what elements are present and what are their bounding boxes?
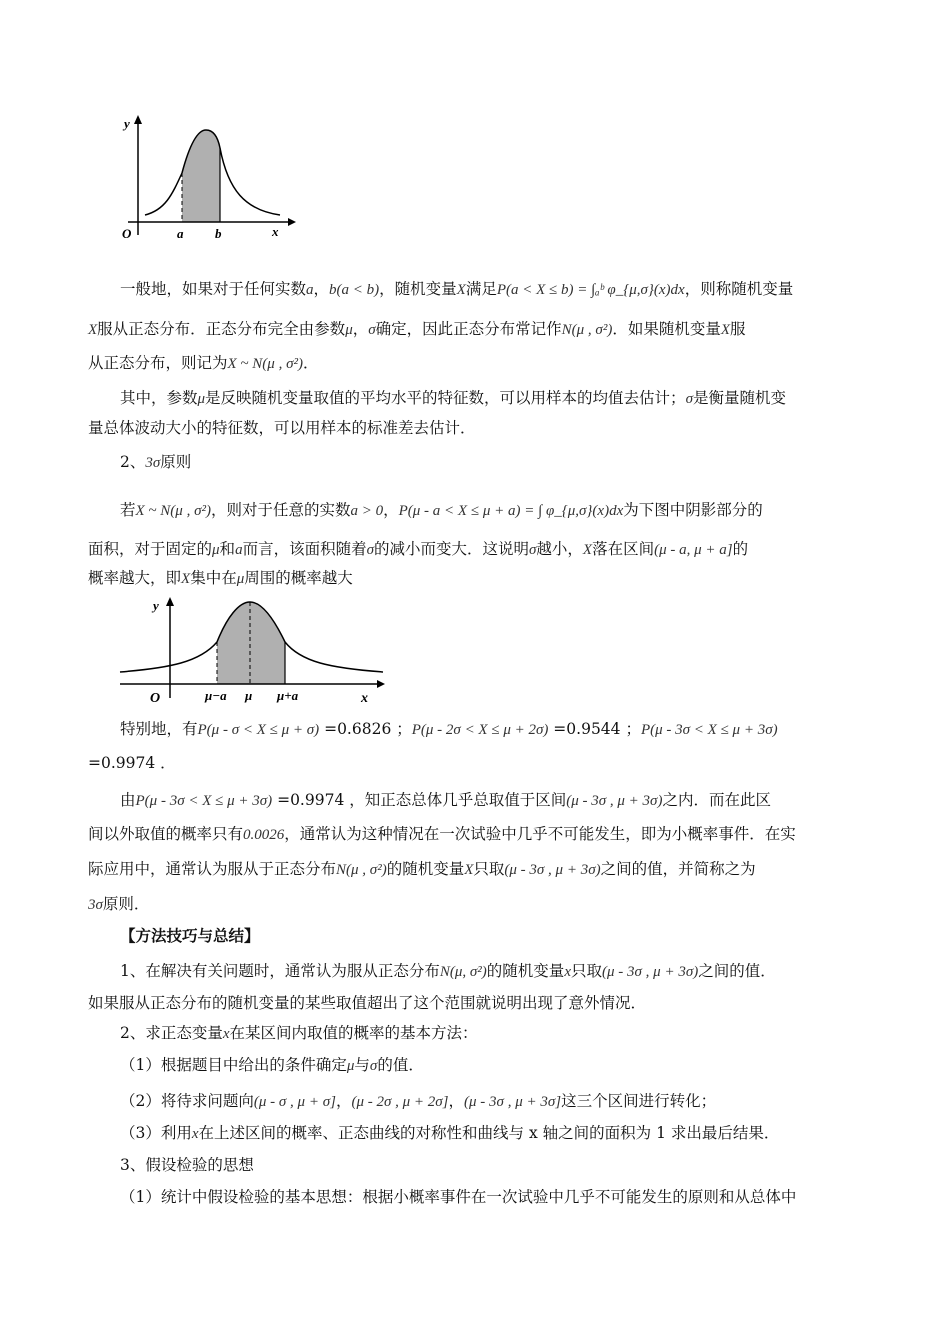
text-run: 只取 bbox=[473, 860, 505, 878]
text-run: 如果服从正态分布的随机变量的某些取值超出了这个范围就说明出现了意外情况． bbox=[88, 994, 647, 1012]
math-expression: μ bbox=[212, 542, 220, 558]
math-expression: σ bbox=[366, 542, 374, 558]
para-3sigma-rule-line-3 bbox=[88, 858, 756, 881]
text-run: （1）根据题目中给出的条件确定 bbox=[120, 1056, 347, 1074]
math-expression: (μ - 3σ , μ + 3σ) bbox=[504, 862, 601, 878]
y-axis-label: y bbox=[153, 598, 159, 613]
a-label: a bbox=[177, 226, 184, 241]
text-run: =0.9974 ． bbox=[88, 754, 176, 772]
text-run: =0.9544 ； bbox=[548, 720, 641, 738]
normal-curve-figure-1 bbox=[110, 110, 300, 245]
math-expression: a > 0 bbox=[350, 503, 384, 519]
math-expression: P(a < X ≤ b) = ∫ₐᵇ φ_{μ,σ}(x)dx bbox=[496, 282, 685, 298]
text-run: （1）统计中假设检验的基本思想：根据小概率事件在一次试验中几乎不可能发生的原则和从总体中 bbox=[120, 1188, 797, 1206]
method-2-step-3 bbox=[120, 1122, 779, 1145]
y-axis-label: y bbox=[124, 116, 130, 131]
text-run: 量总体波动大小的特征数，可以用样本的标准差去估计． bbox=[88, 419, 476, 437]
math-expression: μ bbox=[346, 1058, 355, 1074]
math-expression: σ bbox=[368, 322, 376, 338]
math-expression: 3σ bbox=[88, 897, 103, 913]
x-axis-label: x bbox=[272, 224, 279, 239]
text-run: 【方法技巧与总结】 bbox=[120, 926, 260, 945]
math-expression: P(μ - σ < X ≤ μ + σ) bbox=[197, 722, 320, 738]
text-run: ，随机变量 bbox=[379, 280, 457, 298]
text-run: =0.9974 ，知正态总体几乎总取值于区间 bbox=[272, 791, 567, 809]
mu-plus-a-label: μ+a bbox=[277, 688, 299, 703]
text-run: 和 bbox=[219, 540, 236, 558]
text-run: （2）将待求问题向 bbox=[120, 1092, 254, 1110]
text-run: 是衡量随机变 bbox=[692, 389, 786, 407]
text-run: 这三个区间进行转化； bbox=[561, 1092, 717, 1110]
x-axis-label: x bbox=[361, 691, 368, 706]
text-run: 越小， bbox=[536, 540, 583, 558]
math-expression: 3σ bbox=[145, 455, 161, 471]
text-run: 若 bbox=[120, 501, 136, 519]
para-parameters-line-2 bbox=[88, 417, 476, 439]
text-run: ，通常认为这种情况在一次试验中几乎不可能发生，即为小概率事件．在实 bbox=[284, 825, 796, 843]
text-run: ． bbox=[302, 354, 319, 372]
text-run: 间以外取值的概率只有 bbox=[88, 825, 244, 843]
text-run: 服从正态分布．正态分布完全由参数 bbox=[97, 320, 346, 338]
math-expression: P(μ - 3σ < X ≤ μ + 3σ) bbox=[640, 722, 778, 738]
math-expression: X bbox=[464, 862, 474, 878]
shaded-area-mu-a bbox=[217, 602, 285, 684]
method-2-title bbox=[120, 1022, 478, 1045]
heading-method-summary bbox=[120, 925, 260, 947]
text-run: ， bbox=[352, 320, 369, 338]
para-special-line-1 bbox=[120, 718, 778, 741]
text-run: 之间的值，并简称之为 bbox=[600, 860, 756, 878]
para-definition-line-3 bbox=[88, 352, 318, 375]
text-run: 周围的概率越大 bbox=[244, 569, 353, 587]
text-run: 为下图中阴影部分的 bbox=[623, 501, 763, 519]
text-run: 只取 bbox=[570, 962, 602, 980]
math-expression: X ~ N(μ , σ²) bbox=[135, 503, 211, 519]
math-expression: X bbox=[181, 571, 191, 587]
text-run: 的 bbox=[732, 540, 749, 558]
math-expression: X bbox=[582, 542, 593, 558]
math-expression: (μ - 3σ , μ + 3σ) bbox=[566, 793, 663, 809]
text-run: 概率越大，即 bbox=[88, 569, 182, 587]
text-run: （3）利用 bbox=[120, 1124, 192, 1142]
b-label: b bbox=[215, 226, 222, 241]
math-expression: N(μ , σ²) bbox=[561, 322, 613, 338]
text-run: 在某区间内取值的概率的基本方法： bbox=[229, 1024, 478, 1042]
origin-label: O bbox=[122, 226, 132, 241]
math-expression: μ bbox=[197, 391, 206, 407]
math-expression: x bbox=[191, 1126, 199, 1142]
math-expression: X bbox=[456, 282, 466, 298]
text-run: 特别地，有 bbox=[120, 720, 198, 738]
para-3sigma-line-3 bbox=[88, 567, 353, 590]
text-run: 之内．而在此区 bbox=[662, 791, 771, 809]
method-2-step-2 bbox=[120, 1090, 716, 1113]
text-run: 2、求正态变量 bbox=[120, 1024, 223, 1042]
method-1-line-1 bbox=[120, 960, 776, 983]
text-run: 从正态分布，则记为 bbox=[88, 354, 228, 372]
text-run: 原则． bbox=[102, 895, 150, 913]
normal-curve-figure-2 bbox=[115, 592, 390, 710]
text-run: ．如果随机变量 bbox=[612, 320, 721, 338]
origin-label: O bbox=[150, 691, 161, 706]
math-expression: μ bbox=[236, 571, 245, 587]
section-3sigma-title bbox=[120, 451, 191, 474]
math-expression: σ bbox=[369, 1058, 378, 1074]
text-run: ， bbox=[313, 280, 330, 298]
text-run: =0.6826 ； bbox=[319, 720, 412, 738]
text-run: ，则对于任意的实数 bbox=[210, 501, 351, 519]
para-definition-line-2 bbox=[88, 318, 746, 341]
method-2-step-1 bbox=[120, 1054, 424, 1077]
method-1-line-2 bbox=[88, 992, 646, 1014]
method-3-step-1 bbox=[120, 1186, 796, 1208]
para-parameters-line-1 bbox=[120, 387, 786, 410]
mu-minus-a-label: μ−a bbox=[205, 688, 227, 703]
text-run: ， bbox=[335, 1092, 352, 1110]
text-run: 面积，对于固定的 bbox=[88, 540, 213, 558]
text-run: 是反映随机变量取值的平均水平的特征数，可以用样本的均值去估计； bbox=[205, 389, 686, 407]
math-expression: a bbox=[235, 542, 243, 558]
math-expression: (μ - 3σ , μ + 3σ) bbox=[602, 964, 699, 980]
text-run: 1、在解决有关问题时，通常认为服从正态分布 bbox=[120, 962, 440, 980]
math-expression: P(μ - 3σ < X ≤ μ + 3σ) bbox=[135, 793, 273, 809]
text-run: 的随机变量 bbox=[486, 962, 565, 980]
math-expression: x bbox=[222, 1026, 230, 1042]
para-special-line-2 bbox=[88, 752, 176, 774]
text-run: 之间的值． bbox=[698, 962, 776, 980]
text-run: 2、 bbox=[120, 453, 146, 471]
y-axis-arrow-icon bbox=[134, 115, 142, 124]
text-run: 一般地，如果对于任何实数 bbox=[120, 280, 307, 298]
text-run: 的减小而变大．这说明 bbox=[373, 540, 529, 558]
math-expression: X bbox=[720, 322, 731, 338]
math-expression: P(μ - 2σ < X ≤ μ + 2σ) bbox=[411, 722, 549, 738]
math-expression: N(μ, σ²) bbox=[439, 964, 487, 980]
math-expression: (μ - a, μ + a] bbox=[654, 542, 733, 558]
text-run: 落在区间 bbox=[592, 540, 655, 558]
text-run: 的随机变量 bbox=[386, 860, 465, 878]
text-run: 集中在 bbox=[190, 569, 237, 587]
text-run: 原则 bbox=[160, 453, 192, 471]
text-run: 际应用中，通常认为服从于正态分布 bbox=[88, 860, 337, 878]
math-expression: μ bbox=[345, 322, 353, 338]
para-3sigma-rule-line-1 bbox=[120, 789, 771, 812]
math-expression: X bbox=[88, 322, 98, 338]
text-run: ， bbox=[448, 1092, 465, 1110]
math-expression: 0.0026 bbox=[243, 827, 285, 843]
math-expression: N(μ , σ²) bbox=[336, 862, 387, 878]
text-run: 确定，因此正态分布常记作 bbox=[375, 320, 562, 338]
text-run: 而言，该面积随着 bbox=[242, 540, 367, 558]
text-run: 在上述区间的概率、正态曲线的对称性和曲线与 x 轴之间的面积为 1 求出最后结果． bbox=[198, 1124, 780, 1142]
math-expression: (μ - 3σ , μ + 3σ] bbox=[464, 1094, 562, 1110]
math-expression: σ bbox=[685, 391, 693, 407]
y-axis-arrow-icon bbox=[166, 597, 174, 606]
para-3sigma-rule-line-4 bbox=[88, 893, 149, 916]
method-3-title bbox=[120, 1154, 254, 1176]
math-expression: P(μ - a < X ≤ μ + a) = ∫ φ_{μ,σ}(x)dx bbox=[398, 503, 624, 519]
text-run: ，则称随机变量 bbox=[684, 280, 794, 298]
mu-label: μ bbox=[245, 688, 253, 703]
math-expression: (μ - 2σ , μ + 2σ] bbox=[351, 1094, 449, 1110]
math-expression: b(a < b) bbox=[329, 282, 380, 298]
x-axis-arrow-icon bbox=[377, 680, 385, 688]
para-definition-line-1 bbox=[120, 278, 793, 301]
x-axis-arrow-icon bbox=[288, 218, 296, 226]
text-run: ， bbox=[383, 501, 399, 519]
text-run: 其中，参数 bbox=[120, 389, 198, 407]
math-expression: x bbox=[564, 964, 571, 980]
math-expression: σ bbox=[529, 542, 537, 558]
text-run: 服 bbox=[730, 320, 746, 338]
para-3sigma-line-2 bbox=[88, 538, 748, 561]
math-expression: X ~ N(μ , σ²) bbox=[227, 356, 303, 372]
math-expression: (μ - σ , μ + σ] bbox=[253, 1094, 336, 1110]
text-run: 与 bbox=[354, 1056, 370, 1074]
para-3sigma-rule-line-2 bbox=[88, 823, 796, 846]
text-run: 3、假设检验的思想 bbox=[120, 1156, 254, 1174]
text-run: 满足 bbox=[465, 280, 497, 298]
math-expression: a bbox=[306, 282, 314, 298]
shaded-area-a-b bbox=[182, 130, 220, 222]
para-3sigma-line-1 bbox=[120, 499, 763, 522]
text-run: 的值． bbox=[377, 1056, 424, 1074]
text-run: 由 bbox=[120, 791, 136, 809]
